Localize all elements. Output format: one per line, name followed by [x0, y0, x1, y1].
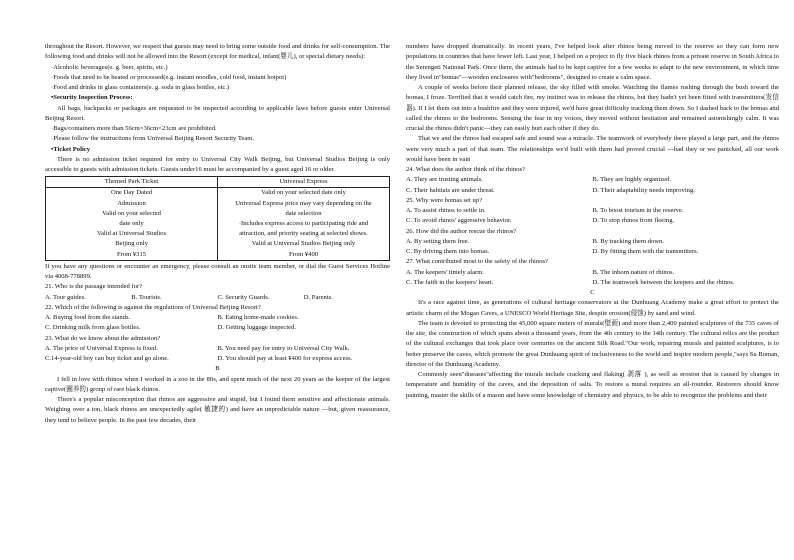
table-line: Valid on your selected date only [261, 189, 346, 197]
option: C.14-year-old boy can buy ticket and go alone. [45, 355, 169, 363]
question-stem: 22. Which of the following is against the regulations of Universal Beijing Resort? [45, 303, 261, 311]
option: C. To avoid rhinos' aggressive behavior. [406, 217, 512, 225]
option: B. You need pay for entry to Universal City Walk. [217, 344, 350, 352]
passage-paragraph: That we and the rhinos had escaped safe and sound was a miracle. The teamwork of everybody there played a large part, and the rhinos were very much a part of that team. The relationships we'd built with them had proved crucial ---had they or we panicked, all our work would have been in vain [406, 135, 779, 163]
question-options [45, 293, 390, 303]
ticket-paragraph: There is no admission ticket required for entry to Universal City Walk Beijing, but Universal Studios Beijing is only accessible to guests with admission tickets. Guests under16 must be accompanied by a guest aged 16 or older. [45, 155, 390, 173]
option: C. Their habitats are under threat. [406, 186, 495, 194]
option: A. To assist rhinos to settle in. [406, 207, 486, 214]
option: A. Tour guides. [45, 293, 86, 301]
option: D. Getting luggage inspected. [217, 324, 297, 332]
question-options [406, 268, 779, 289]
option: D. To stop rhinos from fleeing. [592, 217, 675, 225]
ticket-table [45, 176, 390, 261]
table-line: Universal Express price may vary depending on the [235, 199, 372, 207]
question-stem: 21. Who is the passage intended for? [45, 283, 143, 291]
question-stem: 23. What do we know about the admission? [45, 334, 161, 342]
table-line: Valid on your selected [102, 209, 161, 217]
option: C. By driving them into bomas. [406, 248, 490, 255]
option: A. The price of Universal Express is fixed. [45, 344, 158, 352]
option: B. To boost tourism in the reserve. [592, 207, 684, 214]
security-item: ·Please follow the instructions from Universal Beijing Resort Security Team. [51, 135, 255, 143]
option: B. Eating home-made cookies. [217, 314, 299, 322]
table-line: Valid at Universal Studios Beijing only [251, 240, 356, 248]
table-line: date only [119, 220, 144, 228]
passage-paragraph: The team is devoted to protecting the 45,000 square meters of murals(壁画) and more than 2,400 painted sculptures of the 735 caves of the site, the construction of which spans about a thousand years, from the 4th century to the 14th century. The cultural relics are the product of the cultural exchanges that took place over centuries on the ancient Silk Road."Our work, repairing murals and painted sculptures, is to better preserve the caves, which promote the great Dunhuang spirit of inclusiveness to the world and inspire modern people,"says Su Boman, director of the Dunhuang Academy. [406, 319, 779, 368]
option: A. By setting them free. [406, 237, 470, 245]
food-item: ·Alcoholic beverages(e. g. beer, spirits, etc.) [51, 63, 168, 71]
section-label: C [590, 289, 595, 296]
question-options [406, 206, 779, 227]
ticket-table-header: Themed Park Ticket [46, 177, 218, 188]
table-line: Valid at Universal Studios [96, 230, 167, 238]
food-item: ·Foods that need to be heated or processed(e.g. instant noodles, cold food, instant hotpot) [51, 73, 287, 81]
question-options [406, 175, 779, 196]
question-stem: 25. Why were bomas set up? [406, 196, 483, 204]
option: A. They are trusting animals. [406, 176, 483, 184]
option: B. By tracking them down. [592, 237, 664, 245]
option: B. Tourists. [131, 293, 162, 301]
table-line: One Day Dated [110, 189, 152, 197]
option: D. You should pay at least ¥400 for express access. [217, 355, 353, 363]
passage-paragraph: There's a popular misconception that rhinos are aggressive and stupid, but I found them sensitive and affectionate animals. Weighing over a ton, black rhinos are unexpectedly agile( 敏捷的) and have an unpredictable nature —but, given reassurance, they tend to believe people. In the past few decades, their [45, 396, 390, 424]
right-column [406, 42, 779, 401]
passage-paragraph: It's a race against time, as generations of cultural heritage conservators at the Dunhuang Academy make a great effort to protect the artistic charm of the Mogao Caves, a UNESCO World Heritage Site, despite erosion(侵蚀) by sand and wind. [406, 299, 779, 317]
section-label: B [215, 365, 220, 373]
left-column [45, 42, 390, 426]
question-options [45, 344, 390, 365]
option: D. Their adaptability needs improving. [592, 186, 695, 194]
ticket-table-header: Universal Express [218, 177, 390, 188]
passage-paragraph: A couple of weeks before their planned release, the sky filled with smoke. Watching the flames rushing through the bush toward the bomas, I froze. Terrified that it would catch fire, my instinct was to release the rhinos, but they hadn't yet been fitted with transmitters(发信器). If I let them out into a bushfire and they were injured, we'd have great difficulty tracking them down. So I dashed back to the bomas and called the rhinos to the bedrooms. Sensing the fear in my voices, they moved without hesitation and remained astonishingly calm. It was crucial the rhinos didn't panic—they can easily hurt each other if they do. [406, 84, 779, 132]
option: B. The inborn nature of rhinos. [592, 268, 675, 276]
security-heading: •Security Inspection Process: [51, 94, 133, 102]
option: C. Security Guards. [217, 293, 270, 301]
question-stem: 24. What does the author think of the rhinos? [406, 166, 526, 173]
passage-paragraph: numbers have dropped dramatically. In recent years, I've helped look after rhinos being moved to the reserve so they can form new populations in countries that have fewer left. Last year, I helped on a project to fly five black rhinos from a private reserve in South Africa to the Serengeti National Park. Once there, the animals had to be kept captive for a few weeks to adapt to the new environment, in which time they lived in"bomas"—wooden enclosures with"bedrooms", designed to create a calm space. [406, 43, 779, 81]
table-line: attraction, and priority seating at selected shows. [239, 230, 368, 238]
ticket-heading: •Ticket Policy [51, 145, 90, 153]
table-line: From ¥315 [116, 250, 147, 258]
option: A. The keepers' timely alarm. [406, 268, 484, 276]
security-item: ·Bags/containers more than 56cm×36cm×23cm are prohibited. [51, 125, 217, 132]
passage-paragraph: I fell in love with rhinos when I worked in a zoo in the 80s, and spent much of the next 20 years as the keeper of the largest captive(圈养的) group of rare black rhinos. [45, 375, 390, 393]
option: C. Drinking milk from glass bottles. [45, 324, 141, 332]
food-item: ·Food and drinks in glass containers(e. g. soda in glass bottles, etc.) [51, 84, 230, 91]
table-line: Admission [117, 199, 146, 207]
passage-paragraph: Commonly seen"diseases"affecting the murals include cracking and flaking( 剥落 ), as well as erosion that is caused by changes in temperature and humidity of the caves, and the deposition of salts. To restore a mural requires an all-rounder. Restorers should know painting, master the skills of a mason and have some knowledge of chemistry and physics, to be able to recognize the problems and their [406, 371, 779, 399]
ticket-table-cell [46, 188, 218, 260]
table-line: ·Includes express access to participating ride and [238, 220, 369, 228]
security-paragraph: All bags, backpacks or packages are requested to be inspected according to applicable laws before guests enter Universal Beijing Resort. [45, 104, 390, 122]
ticket-table-cell [218, 188, 390, 260]
question-stem: 26. How did the author rescue the rhinos? [406, 227, 517, 235]
intro-paragraph: throughout the Resort. However, we respect that guests may need to bring some outside food and drinks for self-consumption. The following food and drinks will not be allowed into the Resort (except for medical, infant(婴儿), or special dietary needs): [45, 43, 390, 61]
question-options [45, 313, 390, 334]
question-stem: 27. What contributed most to the safety of the rhinos? [406, 258, 548, 266]
table-line: date selection [285, 209, 322, 217]
table-line: Beijing only [115, 240, 148, 248]
question-options [406, 237, 779, 258]
option: D. The teamwork between the keepers and the rhinos. [592, 278, 735, 286]
option: C. The faith in the keepers' heart. [406, 278, 494, 286]
contact-paragraph: If you have any questions or encounter an emergency, please consult an onsite team member, or dial the Guest Services Hotline via 4008-778899. [45, 262, 390, 281]
option: B. They are highly organized. [592, 176, 671, 184]
table-line: From ¥400 [288, 250, 319, 258]
option: D. By fitting them with the transmitters. [592, 248, 699, 255]
option: D. Parents. [303, 293, 333, 301]
option: A. Buying food from the stands. [45, 314, 131, 322]
